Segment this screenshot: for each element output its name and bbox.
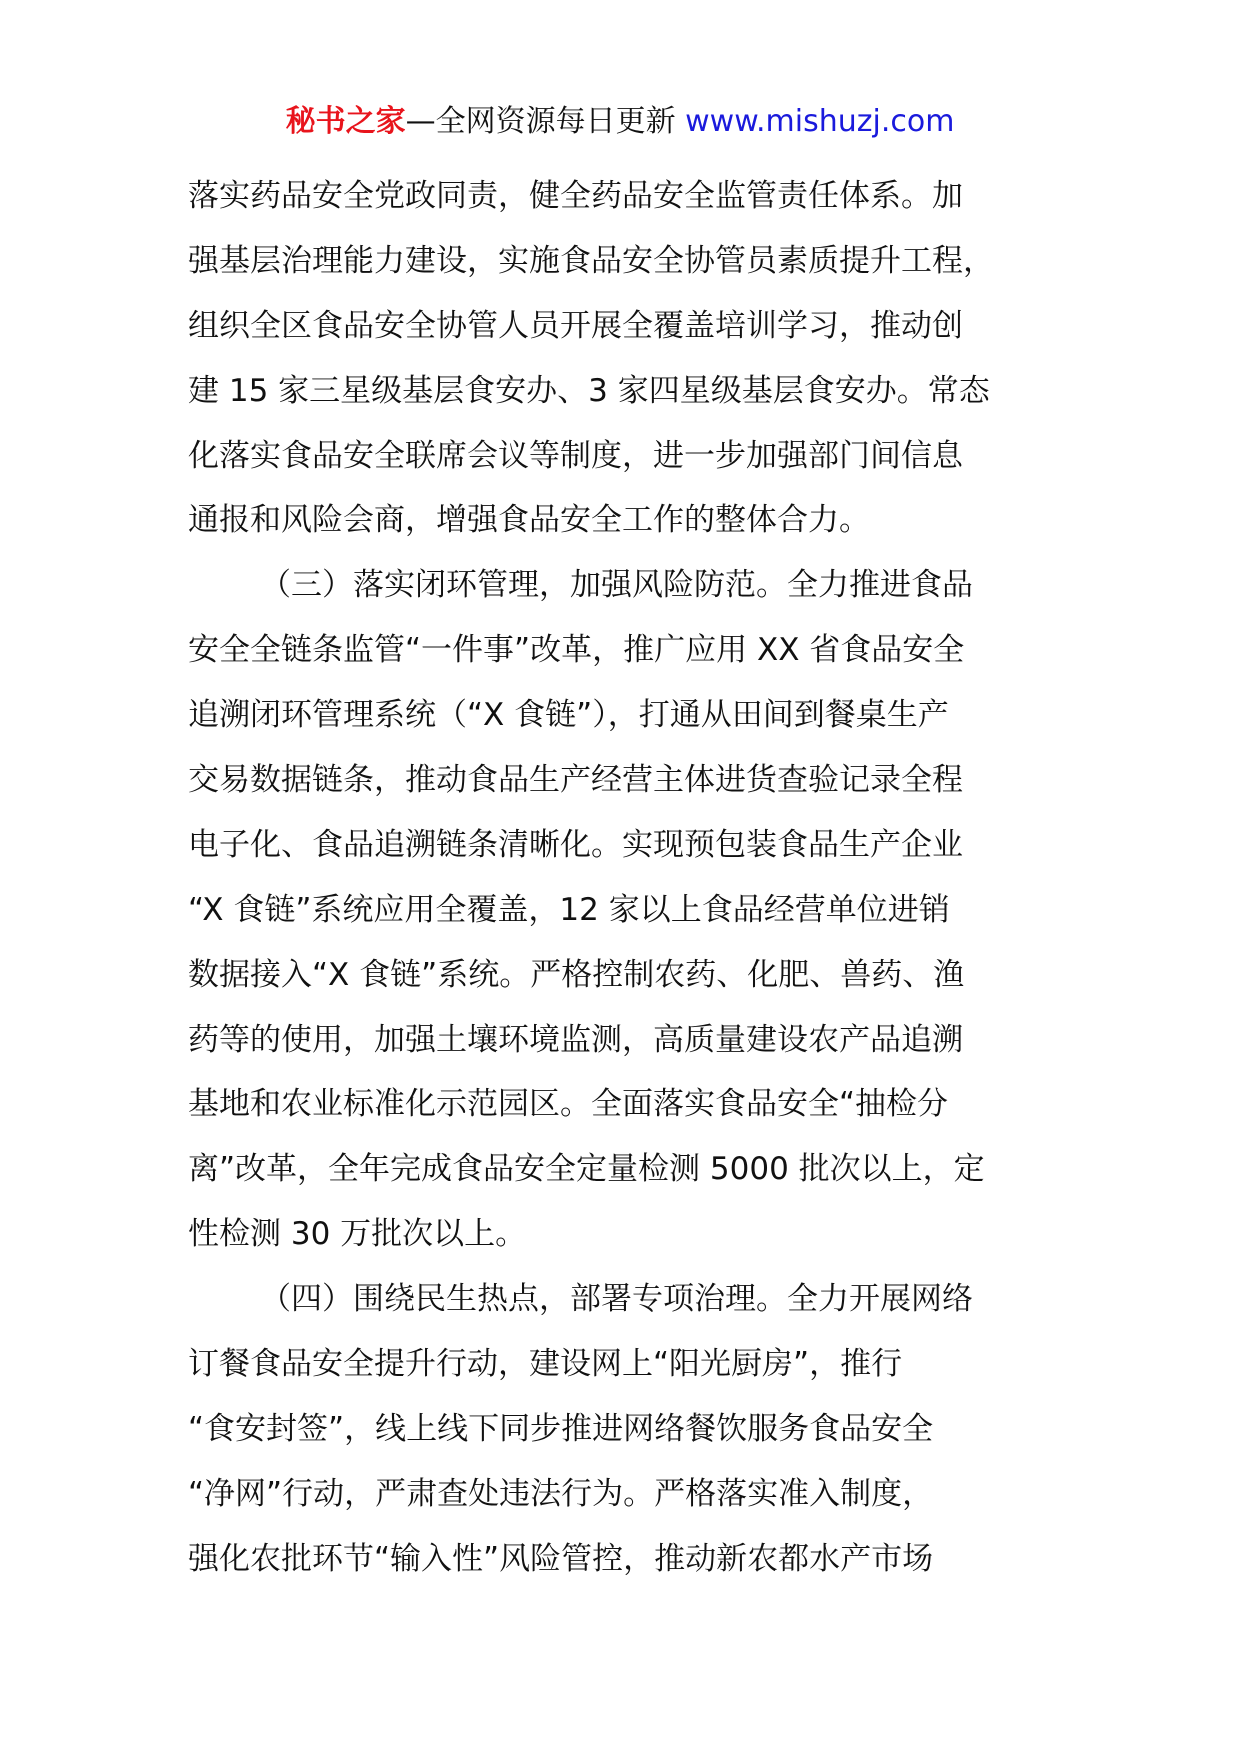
text-line: 强化农批环节“输入性”风险管控，推动新农都水产市场 — [188, 1540, 934, 1577]
text-line: 性检测 30 万批次以上。 — [188, 1216, 527, 1253]
text-line: “净网”行动，严肃查处违法行为。严格落实准入制度， — [188, 1475, 934, 1512]
text-line: “食安封签”，线上线下同步推进网络餐饮服务食品安全 — [188, 1410, 934, 1447]
text-line: 通报和风险会商，增强食品安全工作的整体合力。 — [188, 502, 870, 539]
text-line: 建 15 家三星级基层食安办、3 家四星级基层食安办。常态 — [188, 372, 990, 409]
section-heading-line: （三）落实闭环管理，加强风险防范。全力推进食品 — [260, 567, 973, 604]
site-header — [0, 100, 1240, 144]
text-line: 落实药品安全党政同责，健全药品安全监管责任体系。加 — [188, 178, 963, 214]
text-line: 离”改革，全年完成食品安全定量检测 5000 批次以上，定 — [188, 1151, 985, 1188]
paragraph-1 — [188, 164, 1068, 553]
site-brand: 秘书之家 — [285, 104, 406, 139]
text-line: 安全全链条监管“一件事”改革，推广应用 XX 省食品安全 — [188, 632, 965, 669]
paragraph-2-closed-loop-management — [188, 553, 1068, 1267]
paragraph-3-livelihood-hotspots — [188, 1267, 1068, 1591]
document-body — [188, 164, 1068, 1592]
section-heading-line: （四）围绕民生热点，部署专项治理。全力开展网络 — [260, 1281, 973, 1318]
text-line: 追溯闭环管理系统（“X 食链”），打通从田间到餐桌生产 — [188, 697, 949, 734]
text-line: 基地和农业标准化示范园区。全面落实食品安全“抽检分 — [188, 1086, 949, 1123]
text-line: 电子化、食品追溯链条清晰化。实现预包装食品生产企业 — [188, 826, 963, 863]
text-line: 组织全区食品安全协管人员开展全覆盖培训学习，推动创 — [188, 307, 963, 344]
text-line: 化落实食品安全联席会议等制度，进一步加强部门间信息 — [188, 437, 963, 474]
site-tagline: —全网资源每日更新 — [405, 104, 676, 139]
text-line: 交易数据链条，推动食品生产经营主体进货查验记录全程 — [188, 762, 963, 799]
text-line: 数据接入“X 食链”系统。严格控制农药、化肥、兽药、渔 — [188, 956, 965, 993]
text-line: 强基层治理能力建设，实施食品安全协管员素质提升工程， — [188, 242, 994, 279]
site-url-link[interactable]: www.mishuzj.com — [685, 104, 955, 139]
text-line: 药等的使用，加强土壤环境监测，高质量建设农产品追溯 — [188, 1021, 963, 1058]
text-line: “X 食链”系统应用全覆盖，12 家以上食品经营单位进销 — [188, 891, 950, 928]
text-line: 订餐食品安全提升行动，建设网上“阳光厨房”，推行 — [188, 1346, 903, 1383]
